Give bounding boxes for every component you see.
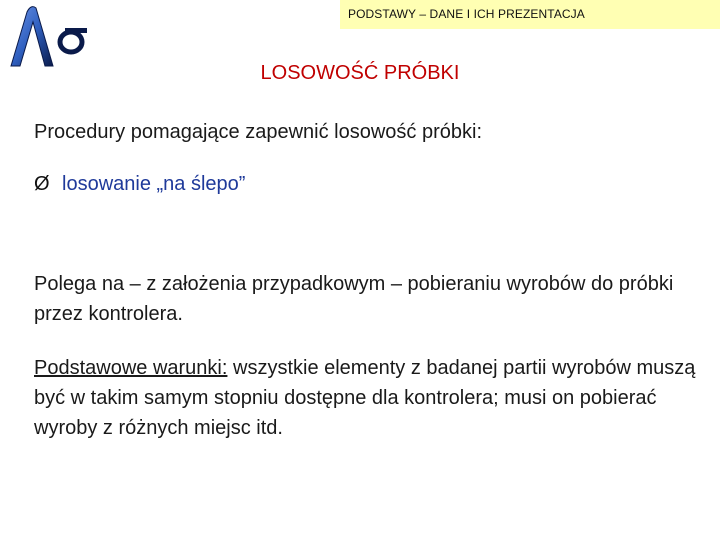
bullet-text: losowanie „na ślepo” (62, 173, 246, 195)
conditions-label: Podstawowe warunki: (34, 357, 228, 379)
arrow-bullet-icon: Ø (34, 173, 50, 195)
paragraph-procedure: Polega na – z założenia przypadkowym – pobieraniu wyrobów do próbki przez kontrolera. (34, 273, 674, 325)
paragraph-conditions (34, 353, 704, 443)
header-banner (340, 0, 720, 29)
header-banner-text: PODSTAWY – DANE I ICH PREZENTACJA (348, 7, 585, 21)
intro-text: Procedury pomagające zapewnić losowość próbki: (34, 121, 483, 143)
page-title: LOSOWOŚĆ PRÓBKI (260, 62, 460, 84)
conditions-text: wszystkie elementy z badanej partii wyrobów muszą być w takim samym stopniu dostępne dla kontrolera; musi on pobierać wyroby z różnych miejsc itd. (34, 357, 696, 439)
bullet-item (34, 169, 245, 199)
